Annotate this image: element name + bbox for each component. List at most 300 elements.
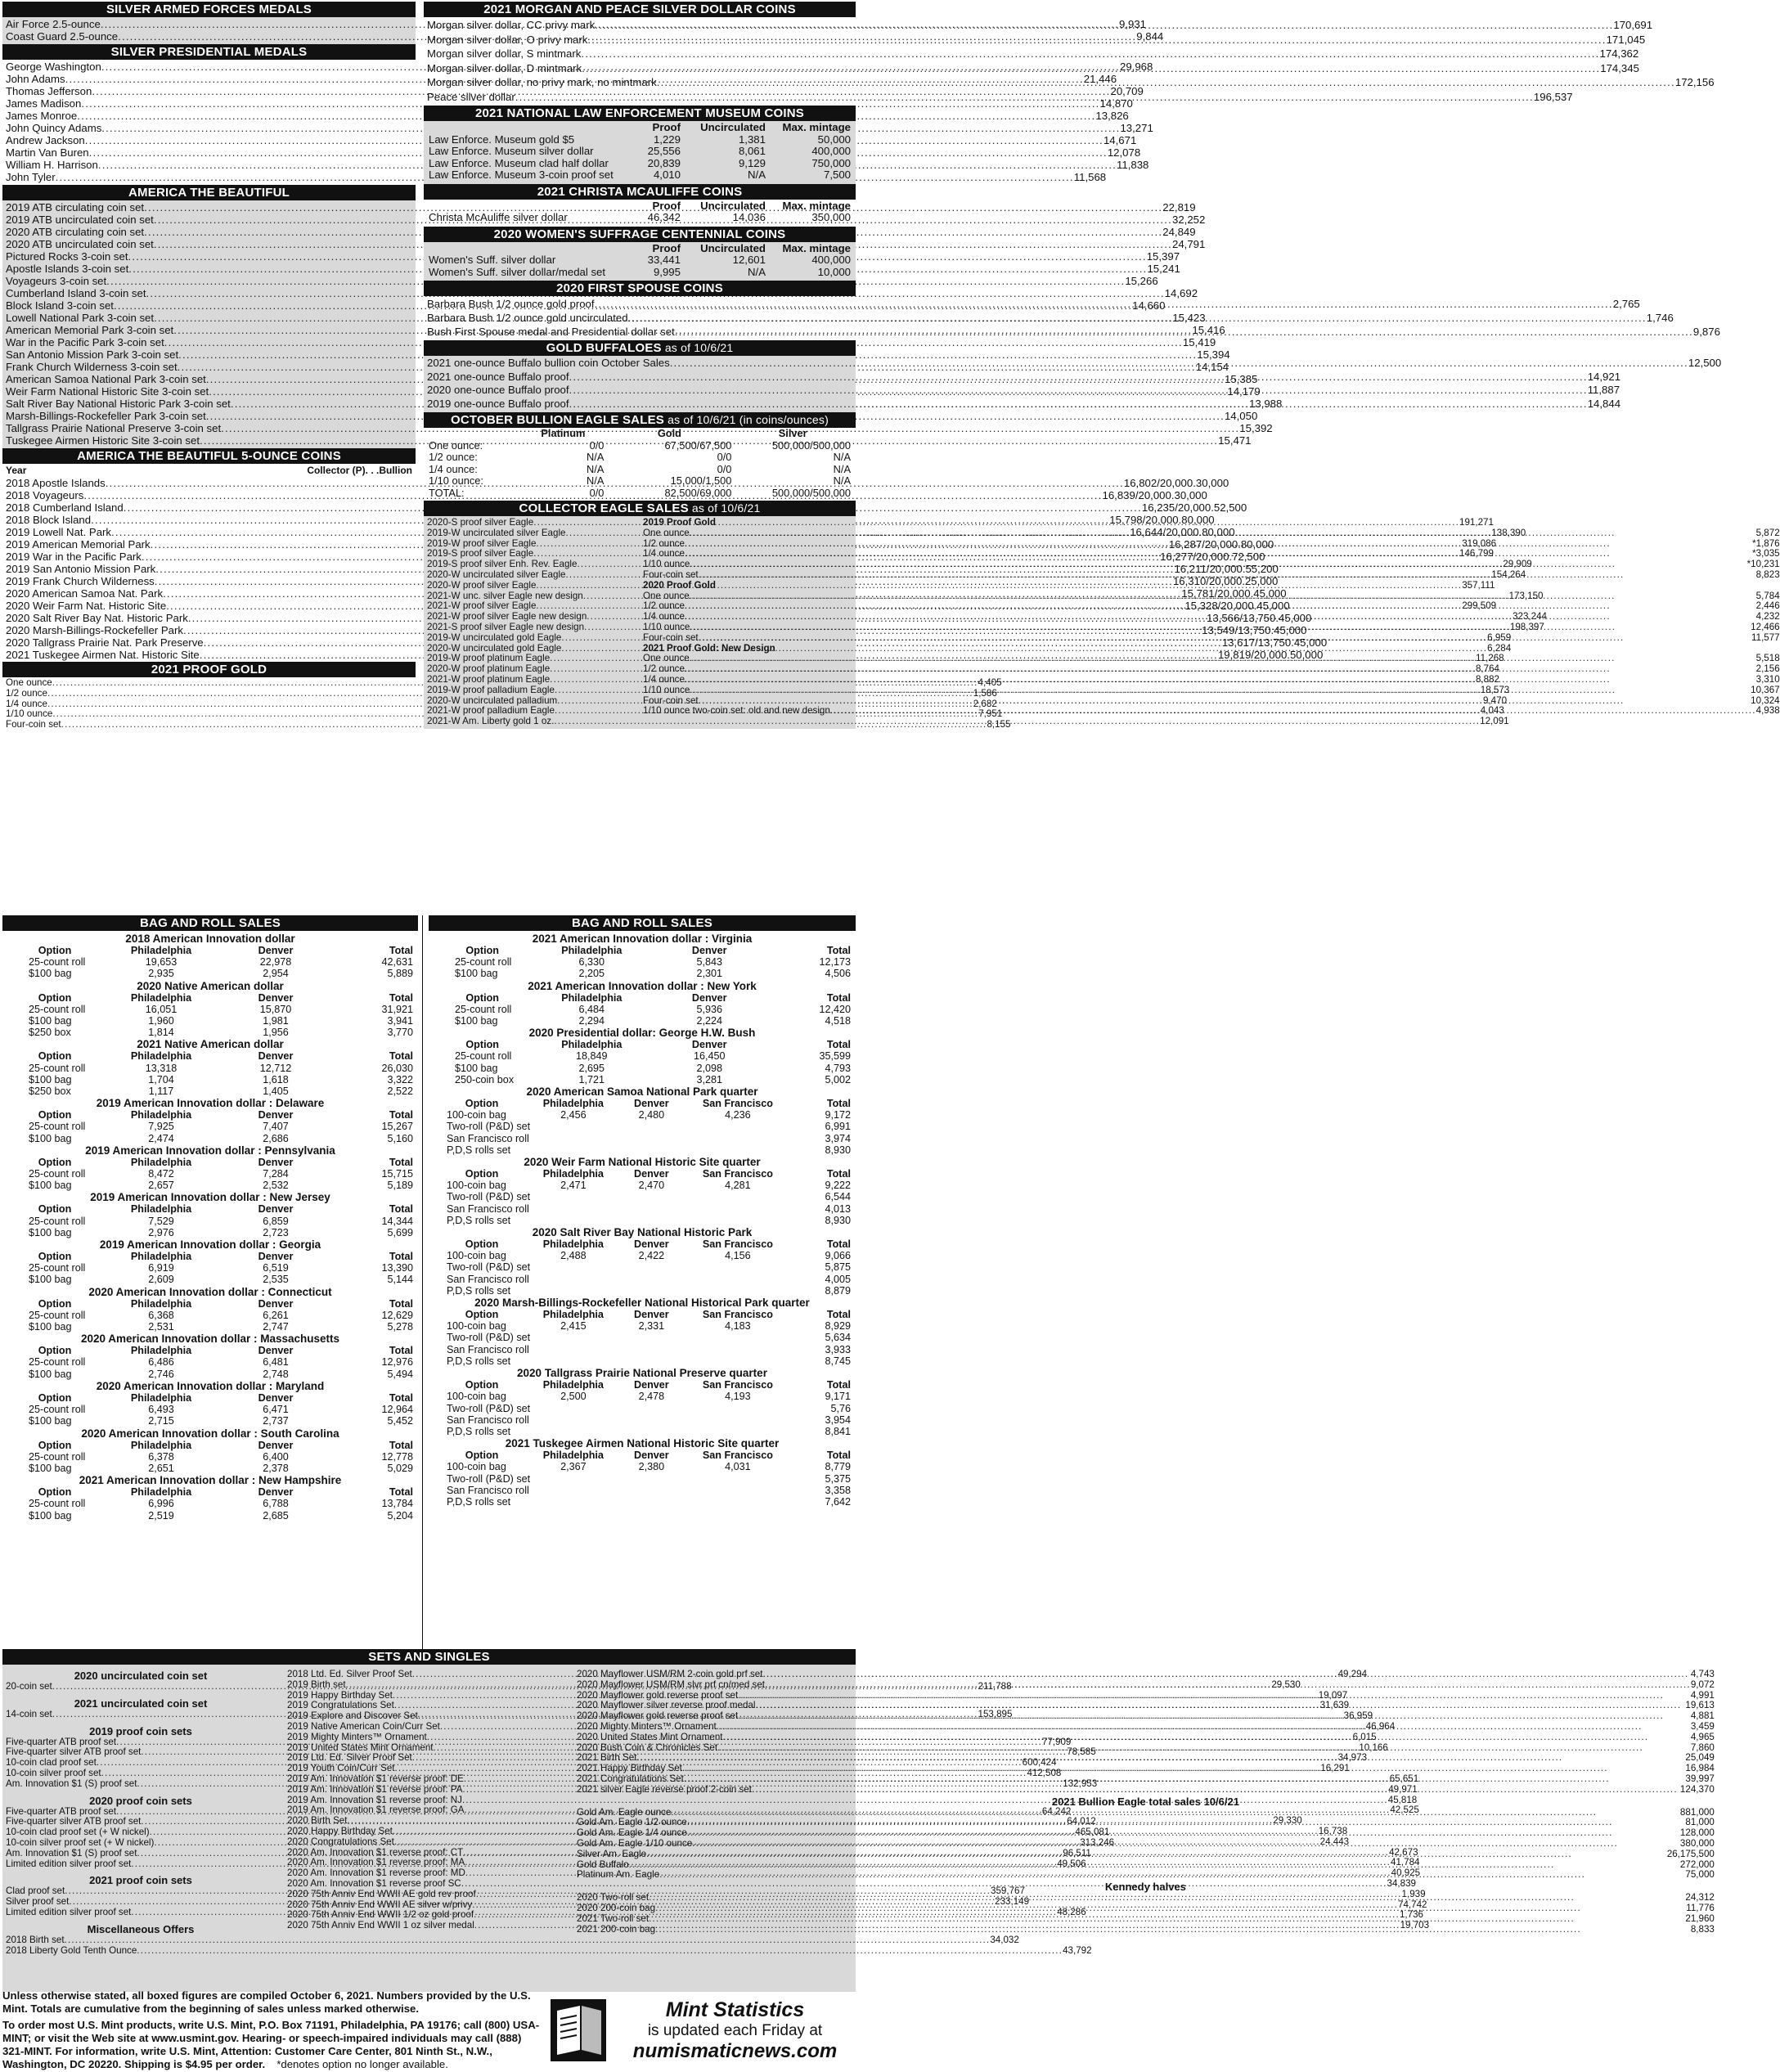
bag-block-table bbox=[432, 1309, 852, 1367]
bag-block-th: Option bbox=[465, 1379, 499, 1391]
bag-block-th: Total bbox=[826, 1450, 851, 1462]
leader-dots bbox=[655, 1903, 1686, 1914]
row-label: 2019-W proof silver Eagle bbox=[427, 537, 537, 549]
bag-block-th: Philadelphia bbox=[542, 1379, 604, 1391]
bag-block-cell: 250-coin box bbox=[455, 1073, 515, 1085]
collector-eagle-header bbox=[424, 501, 856, 516]
bag-block-cell: $100 bag bbox=[29, 1462, 72, 1474]
row-label: 2019 War in the Pacific Park bbox=[6, 551, 142, 563]
bag-block-cell: 25-count roll bbox=[29, 1062, 86, 1074]
suffrage-table-row bbox=[427, 267, 852, 279]
bag-block-cell: 25-count roll bbox=[29, 1003, 86, 1015]
row-value: 10,324 bbox=[1751, 694, 1780, 706]
bullion-eagle-table-cell: 500,000/500,000 bbox=[771, 486, 851, 499]
bag-block-cell: $100 bag bbox=[29, 1509, 72, 1521]
row-value: 18,573 bbox=[1480, 684, 1510, 695]
row-label: Tuskegee Airmen Historic Site 3-coin set bbox=[6, 434, 200, 447]
row-value: 600,424 bbox=[1022, 1757, 1057, 1769]
bag-block-header bbox=[6, 1203, 415, 1215]
row-label: Platinum Am. Eagle bbox=[577, 1869, 660, 1881]
bag-block-cell: 8,779 bbox=[825, 1461, 851, 1473]
bag-block-th: Option bbox=[38, 1109, 72, 1121]
bag-block-row bbox=[6, 1074, 415, 1085]
silver-armed-forces-header-text: SILVER ARMED FORCES MEDALS bbox=[106, 2, 312, 16]
bag-block-row bbox=[432, 956, 852, 968]
bag-block-cell bbox=[614, 1414, 688, 1426]
bag-block-cell: 2,294 bbox=[578, 1015, 605, 1027]
law-enforcement-table-cell: 7,500 bbox=[823, 169, 851, 181]
bag-block-table bbox=[6, 1203, 415, 1238]
bullion-eagle-table-cell: N/A bbox=[587, 474, 605, 487]
bag-block-th: Denver bbox=[691, 1039, 727, 1051]
proof-gold-group-row bbox=[643, 685, 1780, 696]
row-value: 14,050 bbox=[1224, 410, 1258, 422]
row-value: 34,973 bbox=[1337, 1752, 1368, 1764]
row-value: 36,959 bbox=[1343, 1710, 1373, 1722]
row-label: 2020 Two-roll set bbox=[577, 1892, 650, 1903]
row-bullion: .80,000 bbox=[1238, 538, 1274, 551]
suffrage-table-th bbox=[427, 243, 623, 255]
row-label: 1/2 ounce bbox=[6, 687, 47, 699]
row-value: 29,909 bbox=[1503, 559, 1532, 570]
row-label: Clad proof set bbox=[6, 1885, 65, 1897]
row-label: 10-coin clad proof set bbox=[6, 1757, 97, 1769]
row-bullion: .55,200 bbox=[1242, 563, 1279, 575]
bag-block-cell: 42,631 bbox=[381, 956, 413, 969]
first-spouse-header bbox=[424, 281, 856, 296]
mcauliffe-table-th: Max. mintage bbox=[782, 199, 851, 212]
bag-block-cell: 2,478 bbox=[638, 1391, 665, 1403]
bag-block-cell: 5,144 bbox=[387, 1274, 413, 1286]
row-value: 12,466 bbox=[1751, 621, 1780, 632]
row-bullion: .25,000 bbox=[1242, 575, 1279, 587]
leader-dots bbox=[752, 1785, 1680, 1796]
sets-row bbox=[577, 1670, 1715, 1680]
bag-block-row bbox=[432, 1332, 852, 1343]
row-value: 5,872 bbox=[1755, 527, 1780, 538]
row-value: 45,818 bbox=[1387, 1794, 1418, 1805]
row-label: 2019-W uncirculated silver Eagle bbox=[427, 527, 566, 538]
bag-block-cell: San Francisco roll bbox=[447, 1484, 529, 1496]
row-label: 2018 Block Island bbox=[6, 514, 92, 526]
row-bullion: .80,000 bbox=[1178, 514, 1215, 526]
row-label: 2020 Bush Coin & Chronicles Set bbox=[577, 1742, 718, 1753]
bag-block-row bbox=[432, 1285, 852, 1297]
bag-block-cell: San Francisco roll bbox=[447, 1202, 529, 1215]
row-value: 15,392 bbox=[1239, 422, 1273, 434]
bag-block-cell: 8,930 bbox=[825, 1144, 851, 1156]
leader-dots bbox=[692, 1836, 1680, 1850]
sets-row bbox=[577, 1903, 1715, 1914]
row-label: 1/4 ounce bbox=[643, 548, 685, 560]
row-label: 2020 Mayflower USM/RM slvr prf cn/med set bbox=[577, 1679, 766, 1690]
row-value: 1,736 bbox=[1399, 1909, 1423, 1921]
bag-block-cell: 1,405 bbox=[263, 1085, 289, 1098]
bag-block-cell bbox=[688, 1473, 787, 1485]
bag-block-th: Option bbox=[465, 1168, 499, 1180]
bag-block-th: Philadelphia bbox=[561, 945, 623, 956]
bag-block-th: Total bbox=[826, 1168, 851, 1180]
row-label: 1/2 ounce bbox=[643, 537, 685, 549]
bag-block-cell: 4,013 bbox=[825, 1202, 851, 1215]
atb-5oz-header-text: AMERICA THE BEAUTIFUL 5-OUNCE COINS bbox=[77, 449, 341, 463]
bag-block-th: Total bbox=[389, 1050, 413, 1063]
row-value: 313,246 bbox=[1080, 1836, 1115, 1848]
bag-block-th: Denver bbox=[633, 1238, 669, 1251]
bag-block-th: Philadelphia bbox=[130, 991, 192, 1004]
bag-block-th: San Francisco bbox=[702, 1098, 773, 1110]
row-value: 380,000 bbox=[1679, 1837, 1715, 1849]
row-value: 65,651 bbox=[1389, 1773, 1419, 1784]
bag-block-cell: 9,222 bbox=[825, 1180, 851, 1192]
row-value: 211,788 bbox=[978, 1681, 1012, 1692]
row-label: 2020 one-ounce Buffalo proof bbox=[427, 384, 569, 396]
bag-block-cell: P,D,S rolls set bbox=[447, 1144, 511, 1156]
bag-block-th: Denver bbox=[258, 1156, 294, 1168]
leader-dots bbox=[595, 18, 1613, 33]
bag-block-row bbox=[432, 1144, 852, 1156]
row-bullion: .30,000 bbox=[1193, 477, 1229, 489]
bag-block-cell bbox=[614, 1203, 688, 1215]
row-value: 12,078 bbox=[1107, 146, 1141, 159]
bag-block-cell: $250 box bbox=[29, 1027, 71, 1039]
bag-block-th: Option bbox=[465, 1238, 499, 1251]
row-label: John Quincy Adams bbox=[6, 122, 102, 134]
row-label: 2021 silver Eagle reverse proof 2-coin set bbox=[577, 1783, 752, 1795]
bag-block-header bbox=[6, 1486, 415, 1498]
mcauliffe-table-cell: 350,000 bbox=[811, 211, 851, 223]
row-value: 14,844 bbox=[1587, 397, 1621, 410]
row-value: 5,518 bbox=[1755, 653, 1780, 664]
bag-block-row bbox=[6, 968, 415, 979]
bag-block-row bbox=[6, 1404, 415, 1415]
morgan-peace-header bbox=[424, 2, 856, 17]
bag-block-cell bbox=[614, 1332, 688, 1343]
bag-block-cell: 100-coin bag bbox=[447, 1180, 506, 1192]
sets-body bbox=[2, 1665, 1715, 1992]
bag-block-cell: Two-roll (P&D) set bbox=[447, 1191, 531, 1203]
bullion-eagle-table-cell: 0/0 bbox=[589, 438, 605, 452]
row-label: 2019 Am. Innovation $1 reverse proof: GA bbox=[287, 1805, 465, 1816]
row-value: 4,881 bbox=[1690, 1710, 1715, 1722]
row-value: 9,470 bbox=[1483, 694, 1508, 706]
bag-block-cell: $100 bag bbox=[455, 1062, 498, 1074]
bag-block-cell: 6,368 bbox=[148, 1309, 174, 1321]
bag-block-cell: $250 box bbox=[29, 1085, 71, 1098]
row-value: 29,968 bbox=[1119, 61, 1153, 73]
suffrage-box bbox=[424, 242, 856, 281]
bag-block-cell: 4,281 bbox=[725, 1180, 751, 1192]
row-label: 2019 Frank Church Wilderness bbox=[6, 575, 155, 587]
bag-block-row bbox=[432, 1180, 852, 1191]
row-bullion: .45,000 bbox=[1250, 587, 1287, 600]
bag-block-cell bbox=[688, 1414, 787, 1426]
america-beautiful-header-text: AMERICA THE BEAUTIFUL bbox=[128, 186, 290, 200]
row-value: 138,390 bbox=[1491, 527, 1526, 538]
row-label: Morgan silver dollar, CC privy mark bbox=[427, 19, 596, 31]
row-value: 6,284 bbox=[1487, 642, 1512, 654]
row-value: 75,000 bbox=[1685, 1869, 1715, 1881]
row-value: 3,459 bbox=[1690, 1720, 1715, 1732]
bag-block-cell bbox=[614, 1133, 688, 1144]
proof-gold-group-row bbox=[643, 622, 1780, 633]
row-label: Barbara Bush 1/2 ounce gold proof bbox=[427, 298, 595, 310]
leader-dots bbox=[515, 90, 1534, 105]
bag-block-th: Denver bbox=[258, 1486, 294, 1499]
bullion-eagle-table-cell: 82,500/69,000 bbox=[664, 486, 732, 499]
row-value: *1,876 bbox=[1752, 537, 1780, 549]
bag-block-header bbox=[432, 1098, 852, 1109]
row-value: 174,362 bbox=[1599, 47, 1639, 60]
bag-block-cell: 1,721 bbox=[578, 1073, 605, 1085]
bag-block-cell: Two-roll (P&D) set bbox=[447, 1402, 531, 1414]
bag-block-header bbox=[6, 1440, 415, 1451]
suffrage-table-row bbox=[427, 254, 852, 267]
bag-block-table bbox=[6, 992, 415, 1039]
bag-block-th: Philadelphia bbox=[130, 1156, 192, 1168]
bag-block-cell: $100 bag bbox=[29, 1321, 72, 1333]
row-label: 2020 75th Anniv End WWII 1/2 oz gold proof bbox=[287, 1909, 474, 1921]
atb-5oz-column-heads bbox=[6, 465, 412, 477]
bag-block-th: Option bbox=[465, 991, 499, 1004]
leader-dots bbox=[684, 1774, 1686, 1785]
row-value: 9,931 bbox=[1118, 18, 1146, 30]
row-value: 13,826 bbox=[1095, 110, 1129, 122]
row-value: 319,086 bbox=[1462, 537, 1497, 549]
row-label: Pictured Rocks 3-coin set bbox=[6, 250, 128, 263]
bag-block-th: Philadelphia bbox=[542, 1168, 604, 1180]
row-value: 19,097 bbox=[1318, 1689, 1348, 1701]
row-value: 21,960 bbox=[1685, 1912, 1715, 1924]
bag-block-th: Philadelphia bbox=[130, 1439, 192, 1451]
bag-block-cell: 3,770 bbox=[387, 1027, 413, 1039]
bag-block-cell: 2,519 bbox=[148, 1509, 174, 1521]
law-enforcement-table-cell: Law Enforce. Museum clad half dollar bbox=[429, 156, 609, 169]
row-label: 1/2 ounce bbox=[643, 600, 685, 612]
bag-block-cell: 7,925 bbox=[148, 1121, 174, 1133]
bag-block-cell: 12,778 bbox=[381, 1450, 413, 1463]
row-label: Am. Innovation $1 (S) proof set bbox=[6, 1847, 137, 1859]
bag-block-cell bbox=[614, 1355, 688, 1367]
row-value: 171,045 bbox=[1606, 33, 1646, 46]
row-label: James Monroe bbox=[6, 110, 78, 122]
row-value: 24,443 bbox=[1319, 1836, 1350, 1847]
row-value: 146,799 bbox=[1459, 548, 1494, 560]
bag-block-row bbox=[6, 1415, 415, 1427]
bag-block-row bbox=[6, 1085, 415, 1097]
bag-block-row bbox=[432, 1426, 852, 1437]
mcauliffe-table bbox=[427, 200, 852, 224]
bag-block-row bbox=[6, 1510, 415, 1521]
sets-group-title: 2021 uncirculated coin set bbox=[74, 1697, 208, 1710]
bag-block-row bbox=[432, 1121, 852, 1132]
proof-gold-group-row bbox=[643, 528, 1780, 539]
bullion-eagle-table-cell: One ounce: bbox=[429, 438, 483, 452]
bag-block-cell: 5,029 bbox=[387, 1462, 413, 1474]
bag-block-th: Option bbox=[38, 991, 72, 1004]
bag-block-row bbox=[6, 1321, 415, 1333]
footer-asterisk-note: *denotes option no longer available. bbox=[276, 2058, 448, 2070]
row-label: 2021-S proof silver Eagle new design bbox=[427, 621, 585, 632]
bag-block-row bbox=[6, 1027, 415, 1038]
bag-block-th: Philadelphia bbox=[542, 1450, 604, 1462]
footer-order-info bbox=[2, 2019, 542, 2071]
bag-block-cell: 100-coin bag bbox=[447, 1461, 506, 1473]
bag-block-cell: 25-count roll bbox=[29, 1404, 86, 1416]
leader-dots bbox=[675, 325, 1693, 339]
law-enforcement-table-cell: Law Enforce. Museum 3-coin proof set bbox=[429, 169, 614, 181]
bag-block-cell: 2,686 bbox=[263, 1132, 289, 1144]
bag-block-cell: 8,879 bbox=[825, 1284, 851, 1297]
bag-block-cell bbox=[614, 1121, 688, 1132]
sets-row bbox=[577, 1785, 1715, 1796]
bag-block-row bbox=[6, 1262, 415, 1274]
mcauliffe-header bbox=[424, 184, 856, 200]
row-label: 2019 Am. Innovation $1 reverse proof: NJ bbox=[287, 1794, 462, 1805]
sets-singles-header-text: SETS AND SINGLES bbox=[368, 1650, 490, 1664]
bullion-eagle-table-cell: 1/4 ounce: bbox=[429, 462, 478, 475]
bag-block-cell: 25-count roll bbox=[29, 1450, 86, 1463]
row-label: 2021-W proof palladium Eagle bbox=[427, 705, 555, 717]
suffrage-table-th: Uncirculated bbox=[700, 241, 766, 254]
head-year: Year bbox=[6, 465, 27, 476]
bullion-eagle-table-row bbox=[427, 452, 852, 464]
row-value: 19,819/20,000 bbox=[1217, 649, 1288, 661]
bag-block-title: 2020 Tallgrass Prairie National Preserve quarter bbox=[517, 1367, 767, 1380]
bag-block-cell: 5,189 bbox=[387, 1180, 413, 1192]
leader-dots bbox=[699, 633, 1751, 644]
bag-block-th: Total bbox=[826, 945, 851, 956]
row-label: 1/10 ounce two-coin set: old and new design bbox=[643, 705, 830, 717]
bag-block-cell: 8,472 bbox=[148, 1168, 174, 1180]
bag-block-cell: 6,859 bbox=[263, 1215, 289, 1227]
mcauliffe-box bbox=[424, 200, 856, 227]
bag-block-th: Denver bbox=[258, 1297, 294, 1310]
row-value: 198,397 bbox=[1509, 621, 1544, 632]
bag-block-cell: Two-roll (P&D) set bbox=[447, 1261, 531, 1274]
row-value: 3,310 bbox=[1755, 673, 1780, 685]
bag-block-table bbox=[6, 1298, 415, 1333]
row-value: 41,784 bbox=[1391, 1857, 1420, 1868]
bag-block-row bbox=[6, 1004, 415, 1015]
bag-block-header bbox=[432, 1039, 852, 1050]
bag-block-cell: 3,322 bbox=[387, 1073, 413, 1085]
bag-block-row bbox=[432, 1355, 852, 1367]
bag-block-cell: 13,390 bbox=[381, 1262, 413, 1274]
leader-dots bbox=[582, 61, 1600, 76]
bag-block-th: Denver bbox=[633, 1309, 669, 1321]
leader-dots bbox=[690, 685, 1751, 696]
row-value: 15,798/20,000 bbox=[1109, 514, 1179, 526]
bag-block-cell: 12,629 bbox=[381, 1309, 413, 1321]
row-label: Tallgrass Prairie National Preserve 3-coin set bbox=[6, 422, 222, 434]
row-label: 2020 Marsh-Billings-Rockefeller Park bbox=[6, 624, 183, 636]
row-value: 881,000 bbox=[1679, 1806, 1715, 1818]
bag-block-cell: 2,747 bbox=[263, 1321, 289, 1333]
bag-block-th: Philadelphia bbox=[542, 1238, 604, 1251]
bag-block-cell: 2,695 bbox=[578, 1062, 605, 1074]
bag-block-table bbox=[432, 1238, 852, 1297]
bag-block-th: Total bbox=[826, 1379, 851, 1391]
footer bbox=[2, 1989, 856, 2071]
row-bullion: .45,000 bbox=[1275, 612, 1312, 624]
bag-block-th: Option bbox=[465, 945, 499, 956]
bag-block-cell bbox=[688, 1285, 787, 1297]
law-enforcement-table-th: Max. mintage bbox=[782, 121, 851, 133]
bag-block-cell: 5,699 bbox=[387, 1226, 413, 1238]
row-label: 2019 United States Mint Ornament bbox=[287, 1742, 434, 1753]
row-label: Morgan silver dollar, no privy mark, no mintmark bbox=[427, 76, 657, 88]
bag-block-row bbox=[432, 1320, 852, 1332]
row-bullion: .50,000 bbox=[1287, 649, 1324, 661]
bag-block-cell: 6,493 bbox=[148, 1404, 174, 1416]
leader-dots bbox=[655, 1925, 1691, 1935]
bag-block-cell: 13,784 bbox=[381, 1498, 413, 1510]
bag-block-table bbox=[6, 1157, 415, 1192]
bag-block-cell: 16,450 bbox=[693, 1050, 726, 1063]
row-bullion: .80,000 bbox=[1198, 526, 1235, 538]
vertical-divider bbox=[422, 915, 423, 1652]
bag-block-cell: 2,301 bbox=[696, 968, 722, 980]
bag-block-th: Option bbox=[38, 1203, 72, 1216]
row-label: Silver Am. Eagle bbox=[577, 1848, 647, 1859]
row-value: 8,764 bbox=[1475, 663, 1499, 675]
sets-group-title: 2021 proof coin sets bbox=[89, 1874, 192, 1887]
bag-block-th: Denver bbox=[258, 1203, 294, 1216]
bag-block-cell: 100-coin bag bbox=[447, 1250, 506, 1262]
bag-block-th: Total bbox=[389, 1297, 413, 1310]
bag-block-row bbox=[6, 1356, 415, 1368]
bag-block-cell bbox=[688, 1426, 787, 1437]
leader-dots bbox=[717, 1722, 1691, 1733]
row-label: Morgan silver dollar, S mintmark bbox=[427, 47, 582, 60]
row-value: 22,819 bbox=[1162, 201, 1196, 213]
leader-dots bbox=[659, 1867, 1685, 1881]
bag-block-table bbox=[432, 992, 852, 1027]
row-label: Thomas Jefferson bbox=[6, 85, 92, 97]
collector-eagle-header-sub: as of 10/6/21 bbox=[688, 501, 761, 515]
bag-block-th: Option bbox=[38, 1486, 72, 1499]
bag-block-title: 2021 American Innovation dollar : Virginia bbox=[532, 933, 753, 945]
row-label: 1/10 ounce bbox=[6, 708, 53, 720]
bag-block-row bbox=[6, 1180, 415, 1191]
bag-block-row bbox=[432, 1403, 852, 1414]
bag-block-th: Denver bbox=[258, 1050, 294, 1063]
bag-roll-right bbox=[429, 915, 856, 1509]
bag-block-cell bbox=[532, 1485, 614, 1496]
row-value: 15,416 bbox=[1192, 324, 1225, 336]
row-value: 40,925 bbox=[1391, 1867, 1421, 1879]
brand-area bbox=[542, 1989, 856, 2071]
bag-block-cell: 5,936 bbox=[696, 1003, 722, 1015]
row-value: 4,043 bbox=[1480, 705, 1504, 717]
sets-row bbox=[577, 1774, 1715, 1785]
bag-block-cell: 8,930 bbox=[825, 1214, 851, 1226]
bag-block-cell: San Francisco roll bbox=[447, 1132, 529, 1144]
bag-block-th: Denver bbox=[258, 1391, 294, 1404]
law-enforcement-table-th: Proof bbox=[652, 121, 681, 133]
row-value: 16,287/20,000 bbox=[1168, 538, 1238, 551]
law-enforcement-table bbox=[427, 122, 852, 182]
bag-block-row bbox=[432, 1133, 852, 1144]
bag-block-table bbox=[432, 1450, 852, 1508]
bag-block-th: Total bbox=[826, 1098, 851, 1110]
bag-block-th: Total bbox=[389, 1203, 413, 1216]
bag-block-cell: 2,380 bbox=[638, 1461, 665, 1473]
row-value: 14,154 bbox=[1195, 361, 1229, 373]
bullion-eagle-table-header bbox=[427, 428, 852, 440]
row-value: 81,000 bbox=[1685, 1817, 1715, 1828]
